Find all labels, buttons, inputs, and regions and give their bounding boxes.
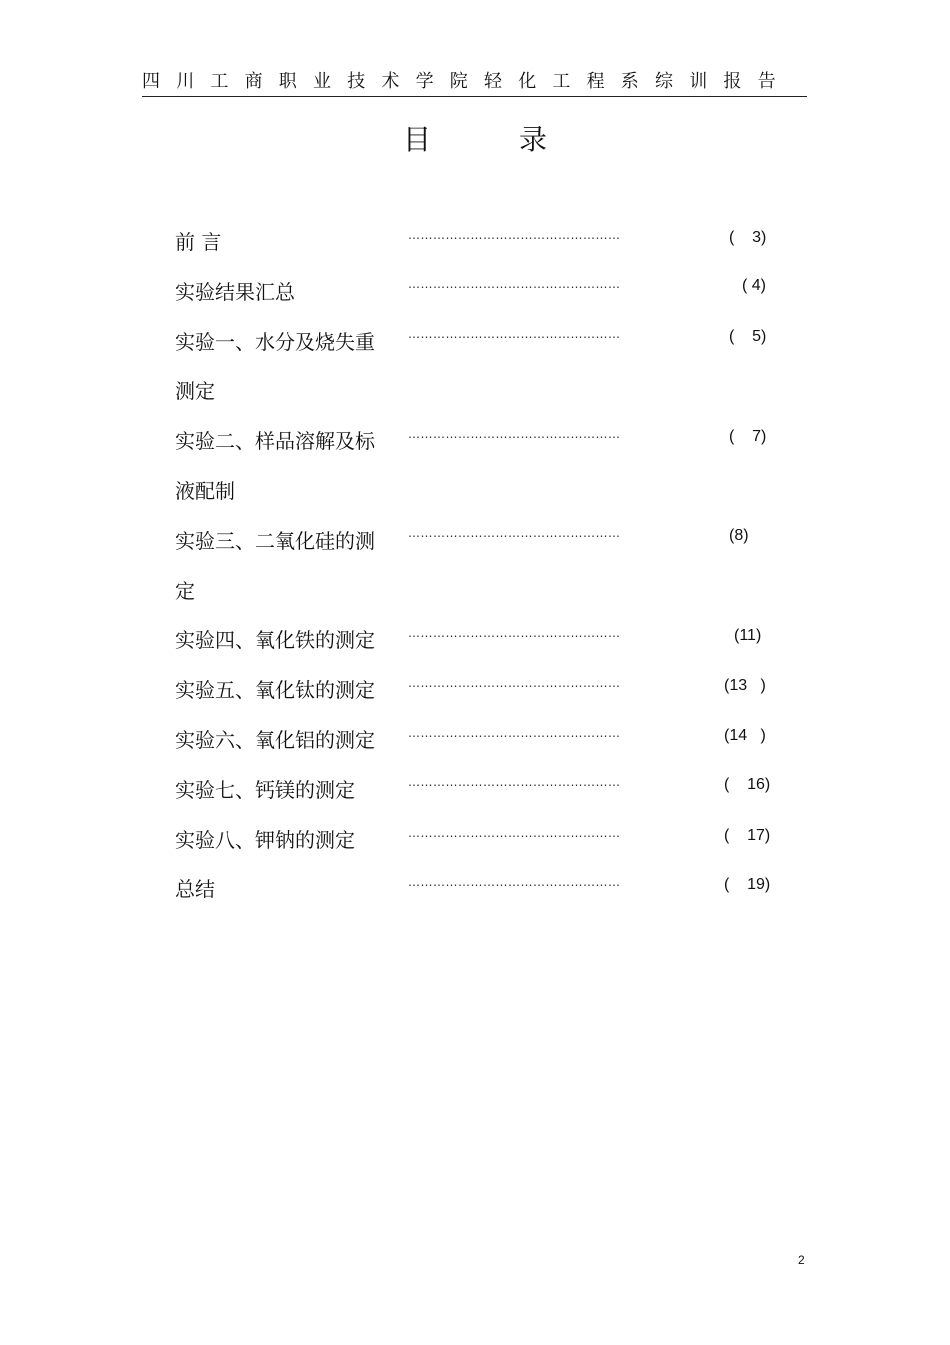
toc-entry-label[interactable]: 实验五、氧化钛的测定: [175, 678, 375, 702]
toc-entry-label-continued[interactable]: 定: [175, 579, 195, 603]
toc-entry-page: (13 ): [724, 677, 766, 694]
toc-entry-page: (8): [729, 527, 749, 544]
toc-entry-label[interactable]: 前 言: [175, 230, 222, 254]
toc-title-char-1: 目: [402, 123, 431, 156]
toc-entry-label[interactable]: 实验二、样品溶解及标: [175, 429, 375, 453]
toc-entry-label[interactable]: 总结: [175, 877, 215, 901]
toc-leader-dots: ……………………………………………: [408, 626, 621, 640]
toc-leader-dots: ……………………………………………: [408, 726, 621, 740]
toc-entry-page: ( 16): [724, 776, 771, 793]
toc-entry-page: ( 3): [729, 229, 767, 246]
toc-leader-dots: ……………………………………………: [408, 427, 621, 441]
toc-entry-label[interactable]: 实验结果汇总: [175, 280, 295, 304]
toc-leader-dots: ……………………………………………: [408, 826, 621, 840]
running-header: 四川工商职业技术学院轻化工程系综训报告: [142, 70, 807, 97]
toc-leader-dots: ……………………………………………: [408, 526, 621, 540]
toc-title-char-2: 录: [519, 123, 548, 156]
toc-entry-label[interactable]: 实验七、钙镁的测定: [175, 778, 355, 802]
toc-entry-page: (11): [734, 627, 762, 644]
toc-entry-page: ( 7): [729, 428, 767, 445]
toc-leader-dots: ……………………………………………: [408, 875, 621, 889]
toc-leader-dots: ……………………………………………: [408, 228, 621, 242]
toc-entry-label[interactable]: 实验一、水分及烧失重: [175, 330, 375, 354]
toc-entry-page: ( 19): [724, 876, 771, 893]
page-number: 2: [798, 1253, 805, 1267]
toc-leader-dots: ……………………………………………: [408, 277, 621, 291]
toc-entry-page: ( 4): [742, 277, 766, 294]
toc-entry-label[interactable]: 实验六、氧化铝的测定: [175, 728, 375, 752]
toc-entry-label[interactable]: 实验八、钾钠的测定: [175, 828, 355, 852]
toc-entry-label[interactable]: 实验四、氧化铁的测定: [175, 628, 375, 652]
toc-leader-dots: ……………………………………………: [408, 676, 621, 690]
toc-entry-page: ( 17): [724, 827, 771, 844]
toc-entry-page: (14 ): [724, 727, 766, 744]
toc-entry-label-continued[interactable]: 液配制: [175, 479, 235, 503]
toc-leader-dots: ……………………………………………: [408, 327, 621, 341]
toc-entry-label-continued[interactable]: 测定: [175, 379, 215, 403]
toc-entry-page: ( 5): [729, 328, 767, 345]
toc-entry-label[interactable]: 实验三、二氧化硅的测: [175, 529, 375, 553]
toc-leader-dots: ……………………………………………: [408, 775, 621, 789]
